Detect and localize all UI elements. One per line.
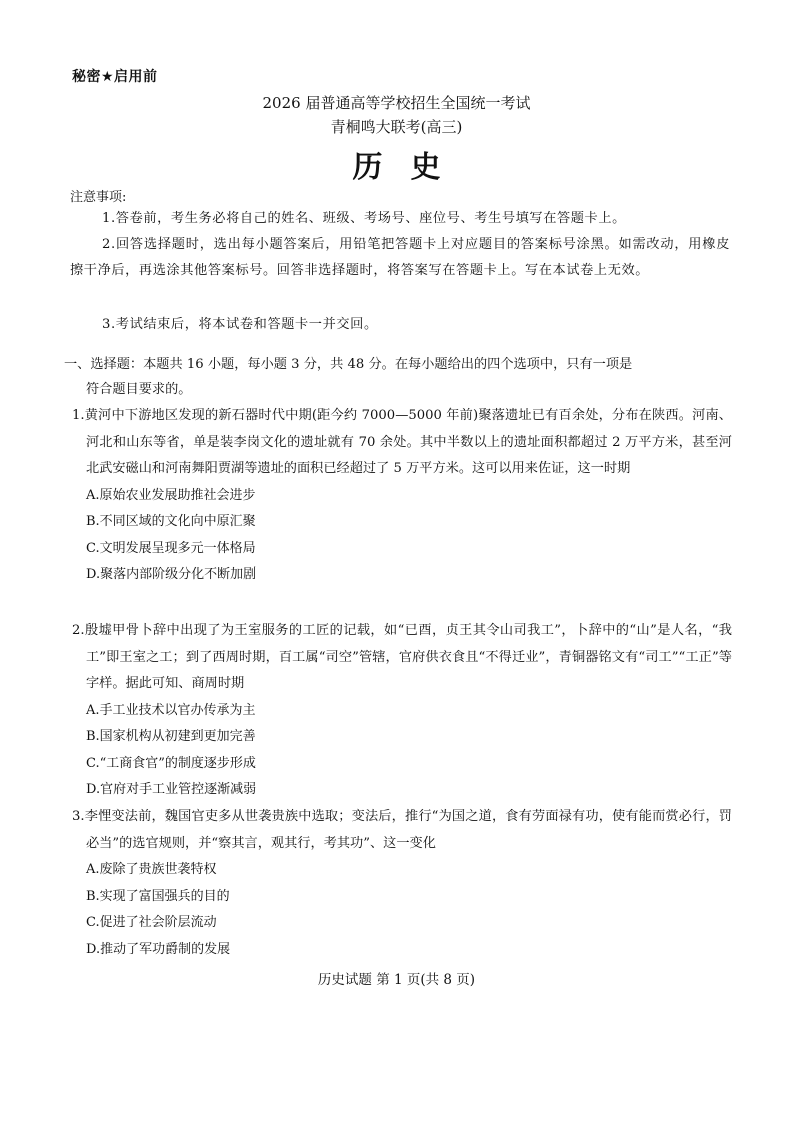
- page-footer: 历史试题 第 1 页(共 8 页): [317, 972, 476, 988]
- option-a: A.废除了贵族世袭特权: [86, 862, 217, 877]
- section-heading: [64, 352, 732, 402]
- notice-item: 2.回答选择题时，选出每小题答案后，用铅笔把答题卡上对应题目的答案标号涂黑。如需改动，用橡皮擦干净后，再选涂其他答案标号。回答非选择题时，将答案写在答题卡上。写在本试卷上无效。: [70, 237, 730, 278]
- subject-title: 历史: [352, 150, 469, 185]
- exam-title: 2026 届普通高等学校招生全国统一考试: [262, 94, 531, 112]
- question-stem: 3.李悝变法前，魏国官吏多从世袭贵族中选取；变法后，推行“为国之道，食有劳面禄有功，使有能而赏必行，罚必当”的选官规则，并“察其言，观其行，考其功”、这一变化: [72, 809, 732, 851]
- option-a: A.原始农业发展助推社会进步: [86, 487, 256, 503]
- question-stem: 1.黄河中下游地区发现的新石器时代中期(距今约 7000—5000 年前)聚落遗址已有百余处，分布在陕西。河南、河北和山东等省，单是装李岗文化的遗址就有 70 余处。其中半数以上的遗址面积都超过 2 万平方米，甚至河北武安磁山和河南舞阳贾湖等遗址的面积已经超过了 5 万平方米。这可以用来佐证，这一时期: [72, 408, 732, 476]
- notice-item: 3.考试结束后，将本试卷和答题卡一并交回。: [102, 317, 378, 332]
- option-a: A.手工业技术以官办传承为主: [86, 702, 256, 718]
- option-d: D.官府对手工业管控逐渐减弱: [86, 782, 257, 797]
- secret-label: 秘密★启用前: [72, 69, 158, 85]
- section-line: 一、选择题：本题共 16 小题，每小题 3 分，共 48 分。在每小题给出的四个选项中，只有一项是: [64, 357, 633, 372]
- exam-subtitle: 青桐鸣大联考(高三): [330, 118, 463, 136]
- option-b: B.不同区域的文化向中原汇聚: [86, 514, 256, 529]
- option-b: B.实现了富国强兵的目的: [86, 888, 230, 904]
- question-2: [64, 618, 732, 804]
- notice-item: 1.答卷前，考生务必将自己的姓名、班级、考场号、座位号、考生号填写在答题卡上。: [102, 211, 626, 226]
- question-stem: 2.殷墟甲骨卜辞中出现了为王室服务的工匠的记载，如“已酉，贞王其令山司我工”，卜辞中的“山”是人名，“我工”即王室之工；到了西周时期，百工属“司空”管辖，官府供衣食且“不得迁业”，青铜器铭文有“司工”“工正”等字样。据此可知、商周时期: [72, 623, 732, 691]
- notice-heading: 注意事项:: [70, 190, 127, 205]
- section-line: 符合题目要求的。: [86, 382, 192, 397]
- option-b: B.国家机构从初建到更加完善: [86, 729, 256, 744]
- question-3: [64, 804, 732, 963]
- question-1: [64, 403, 732, 589]
- option-c: C.文明发展呈现多元一体格局: [86, 540, 256, 556]
- option-d: D.推动了军功爵制的发展: [86, 941, 231, 957]
- option-c: C.“工商食官”的制度逐步形成: [86, 755, 256, 771]
- option-d: D.聚落内部阶级分化不断加剧: [86, 567, 257, 582]
- option-c: C.促进了社会阶层流动: [86, 915, 217, 930]
